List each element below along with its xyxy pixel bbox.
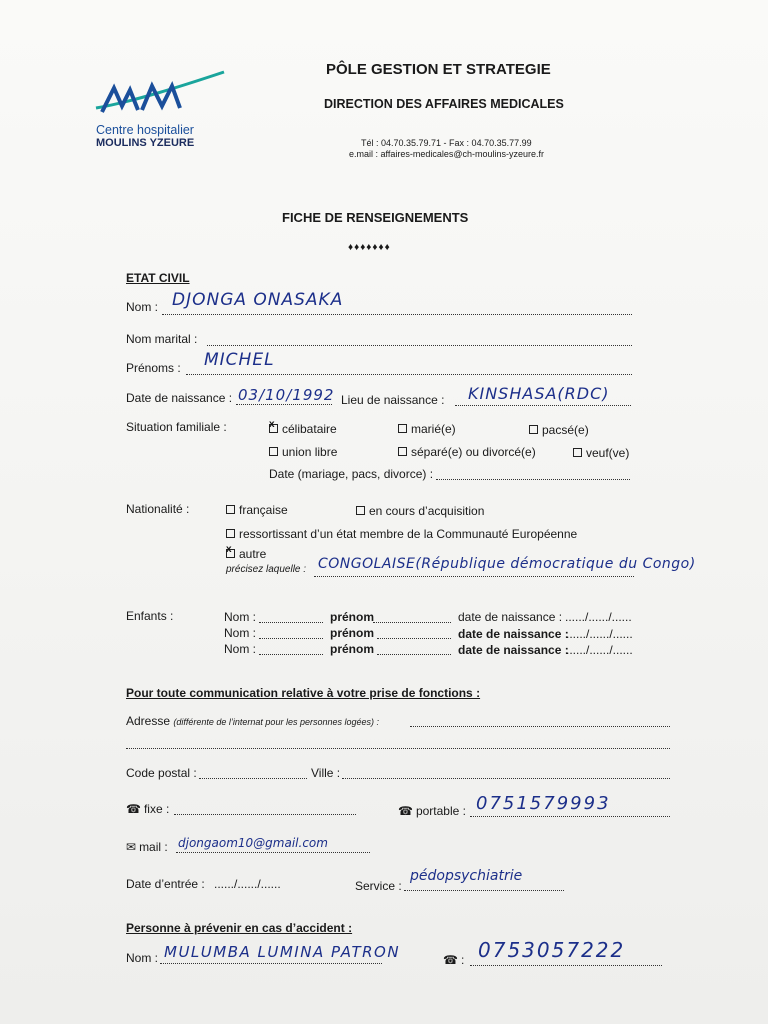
option-celibataire[interactable]: [269, 422, 337, 436]
option-celibataire-label: célibataire: [282, 422, 337, 436]
section-etat-civil: ETAT CIVIL: [126, 271, 190, 285]
nationalite-label: Nationalité :: [126, 502, 190, 516]
org-subtitle: DIRECTION DES AFFAIRES MEDICALES: [324, 97, 564, 111]
checkbox-icon[interactable]: [226, 529, 235, 538]
prenoms-value[interactable]: MICHEL: [204, 350, 275, 370]
option-pacse[interactable]: [529, 423, 589, 437]
adresse-line-1[interactable]: [410, 726, 670, 727]
enfant-date-blank[interactable]: ....../....../......: [566, 627, 633, 641]
ville-line[interactable]: [342, 778, 670, 779]
nat-francaise[interactable]: [226, 503, 288, 517]
accident-nom-value[interactable]: MULUMBA LUMINA PATRON: [164, 943, 401, 961]
logo-line-1: Centre hospitalier: [96, 123, 194, 137]
option-separe-label: séparé(e) ou divorcé(e): [411, 445, 536, 459]
checkbox-icon[interactable]: [398, 424, 407, 433]
phone-icon: ☎: [126, 802, 141, 816]
accident-phone-icon-wrap: [443, 953, 464, 967]
mail-value[interactable]: djongaom10@gmail.com: [178, 836, 328, 850]
adresse-line-2[interactable]: [126, 748, 670, 749]
lieu-naissance-line: [455, 405, 631, 406]
form-title: FICHE DE RENSEIGNEMENTS: [282, 210, 469, 225]
enfant-nom-line[interactable]: [259, 638, 323, 639]
situation-label: Situation familiale :: [126, 420, 227, 434]
nat-en-cours[interactable]: [356, 504, 484, 518]
mail-line: [176, 852, 370, 853]
date-mariage-label: Date (mariage, pacs, divorce) :: [269, 467, 434, 481]
phone-colon: :: [460, 953, 465, 967]
lieu-naissance-value[interactable]: KINSHASA(RDC): [468, 384, 610, 403]
option-pacse-label: pacsé(e): [542, 423, 589, 437]
enfant-date-label: date de naissance :: [458, 643, 569, 657]
envelope-icon: ✉: [126, 840, 137, 854]
mail-label: mail :: [139, 840, 168, 854]
date-naissance-value[interactable]: 03/10/1992: [238, 386, 335, 404]
ornament: ♦♦♦♦♦♦♦: [348, 242, 391, 253]
portable-label: portable :: [415, 804, 466, 818]
nat-autre[interactable]: [226, 547, 266, 561]
checkbox-icon[interactable]: [529, 425, 538, 434]
fixe-label: fixe :: [143, 802, 170, 816]
logo-mark-icon: [92, 68, 227, 120]
service-label: Service :: [355, 879, 402, 893]
enfant-nom-label: Nom :: [224, 610, 257, 624]
enfant-date-blank[interactable]: ....../....../......: [566, 643, 633, 657]
fixe-row: [126, 802, 169, 816]
nom-label: Nom :: [126, 300, 159, 314]
option-separe[interactable]: [398, 445, 536, 459]
service-line: [404, 890, 564, 891]
precisez-label: précisez laquelle :: [226, 564, 307, 575]
prenoms-label: Prénoms :: [126, 361, 181, 375]
nationalite-value[interactable]: CONGOLAISE(République démocratique du Congo): [318, 556, 696, 572]
enfant-nom-label: Nom :: [224, 626, 257, 640]
accident-phone-line: [470, 965, 662, 966]
nat-ue[interactable]: [226, 527, 577, 541]
portable-row: [398, 804, 466, 818]
section-accident: Personne à prévenir en cas d’accident :: [126, 921, 353, 935]
enfant-date-blank[interactable]: ....../....../......: [565, 610, 632, 624]
ville-label: Ville :: [311, 766, 341, 780]
enfant-nom-line[interactable]: [259, 622, 323, 623]
service-value[interactable]: pédopsychiatrie: [410, 868, 523, 884]
option-veuf-label: veuf(ve): [586, 446, 630, 460]
accident-nom-label: Nom :: [126, 951, 159, 965]
section-communication: Pour toute communication relative à votre prise de fonctions :: [126, 686, 481, 700]
option-union-libre-label: union libre: [282, 445, 338, 459]
enfants-label: Enfants :: [126, 609, 174, 623]
mail-row: [126, 840, 168, 854]
enfant-date-label: date de naissance :: [458, 610, 563, 624]
date-entree-label: Date d’entrée :: [126, 877, 205, 891]
enfant-nom-label: Nom :: [224, 642, 257, 656]
date-naissance-line: [236, 404, 332, 405]
contact-phone-fax: Tél : 04.70.35.79.71 - Fax : 04.70.35.77.99: [361, 138, 532, 148]
nat-francaise-label: française: [239, 503, 288, 517]
nat-autre-label: autre: [239, 547, 267, 561]
phone-icon: ☎: [443, 953, 458, 967]
fixe-line[interactable]: [174, 814, 356, 815]
enfant-date-label: date de naissance :: [458, 627, 569, 641]
nom-marital-label: Nom marital :: [126, 332, 198, 346]
date-naissance-label: Date de naissance :: [126, 391, 233, 405]
checkbox-checked-icon[interactable]: [226, 549, 235, 558]
option-union-libre[interactable]: [269, 445, 337, 459]
adresse-label: [126, 714, 379, 728]
option-marie[interactable]: [398, 422, 456, 436]
enfant-prenom-line[interactable]: [377, 654, 451, 655]
enfant-prenom-line[interactable]: [373, 622, 451, 623]
checkbox-icon[interactable]: [356, 506, 365, 515]
nom-marital-line[interactable]: [207, 345, 632, 346]
checkbox-icon[interactable]: [269, 447, 278, 456]
logo-line-2: MOULINS YZEURE: [96, 137, 195, 149]
checkbox-icon[interactable]: [573, 448, 582, 457]
contact-email: e.mail : affaires-medicales@ch-moulins-yzeure.fr: [349, 149, 545, 159]
nat-ue-label: ressortissant d’un état membre de la Communauté Européenne: [239, 527, 578, 541]
portable-line: [470, 816, 670, 817]
nom-value[interactable]: DJONGA ONASAKA: [172, 290, 344, 310]
adresse-label-text: Adresse: [126, 714, 171, 728]
checkbox-icon[interactable]: [226, 505, 235, 514]
org-title: PÔLE GESTION ET STRATEGIE: [326, 61, 551, 78]
portable-value[interactable]: 0751579993: [476, 793, 611, 814]
nationalite-line: [314, 576, 634, 577]
accident-phone-value[interactable]: 0753057222: [478, 938, 626, 962]
code-postal-label: Code postal :: [126, 766, 197, 780]
enfant-prenom-line[interactable]: [377, 638, 451, 639]
lieu-naissance-label: Lieu de naissance :: [341, 393, 445, 407]
enfant-nom-line[interactable]: [259, 654, 323, 655]
date-entree-blank[interactable]: ....../....../......: [214, 877, 281, 891]
phone-icon: ☎: [398, 804, 413, 818]
enfant-prenom-label: prénom: [330, 626, 375, 640]
code-postal-line[interactable]: [199, 778, 307, 779]
checkbox-icon[interactable]: [398, 447, 407, 456]
option-marie-label: marié(e): [411, 422, 456, 436]
nom-line: [162, 314, 632, 315]
adresse-note: (différente de l’internat pour les personnes logées) :: [173, 717, 379, 727]
accident-nom-line: [160, 963, 382, 964]
option-veuf[interactable]: [573, 446, 629, 460]
checkbox-checked-icon[interactable]: [269, 424, 278, 433]
enfant-prenom-label: prénom: [330, 642, 375, 656]
date-mariage-line[interactable]: [436, 479, 630, 480]
nat-en-cours-label: en cours d’acquisition: [369, 504, 485, 518]
prenoms-line: [186, 374, 632, 375]
enfant-prenom-label: prénom: [330, 610, 375, 624]
